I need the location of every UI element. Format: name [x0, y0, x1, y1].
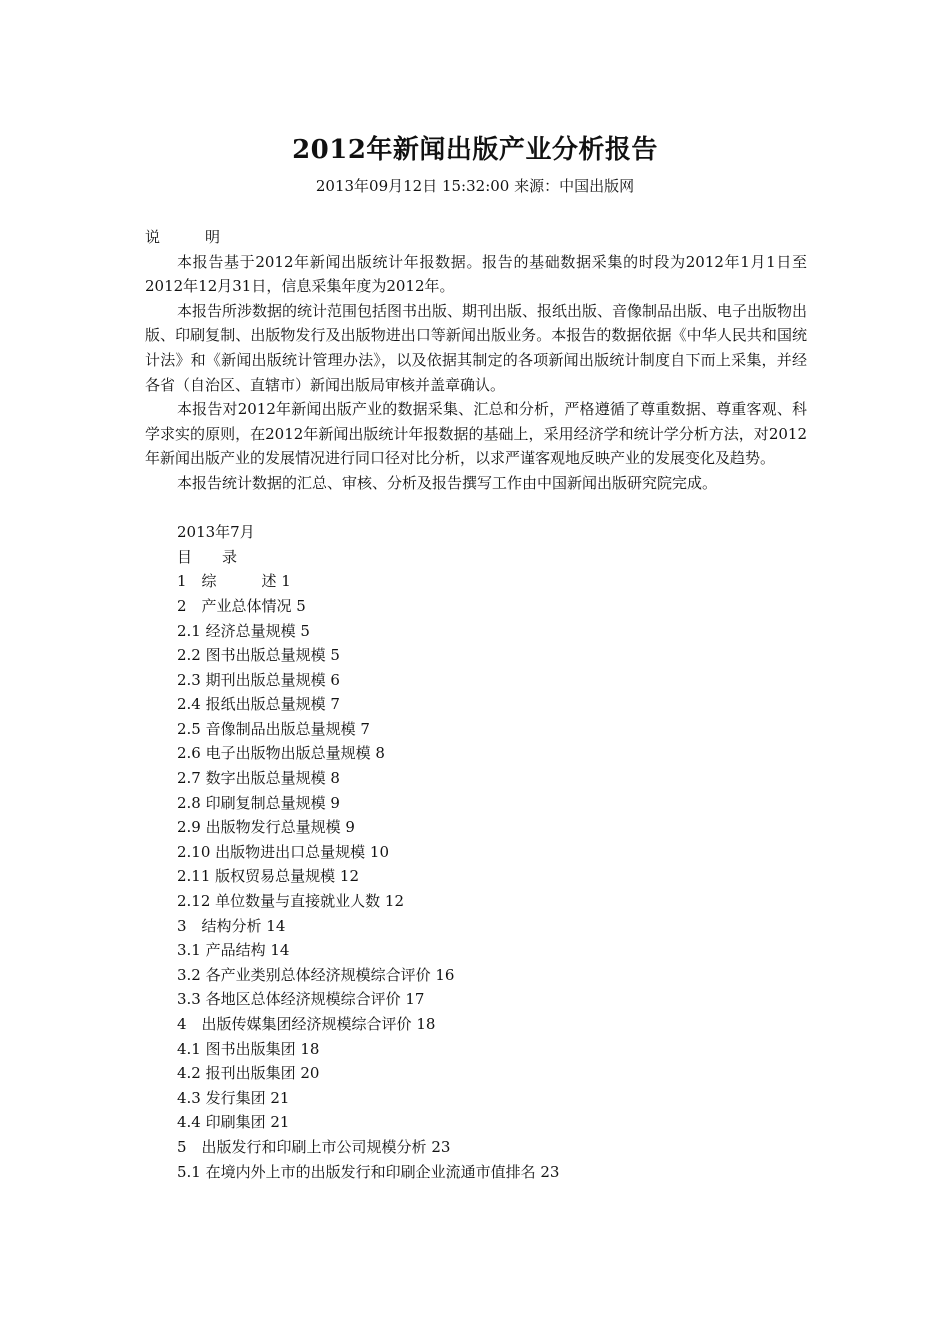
paragraph: 本报告对2012年新闻出版产业的数据采集、汇总和分析，严格遵循了尊重数据、尊重客观、科学求实的原则，在2012年新闻出版统计年报数据的基础上，采用经济学和统计学分析方法，对2012年新闻出版产业的发展情况进行同口径对比分析，以求严谨客观地反映产业的发展变化及趋势。 [145, 400, 807, 468]
toc-item: 2.11 版权贸易总量规模 12 [177, 867, 360, 886]
toc-item: 4.4 印刷集团 21 [177, 1113, 290, 1132]
toc-item: 2.6 电子出版物出版总量规模 8 [177, 744, 385, 763]
publish-meta: 2013年09月12日 15:32:00 来源：中国出版网 [315, 177, 635, 195]
document-title: 2012年新闻出版产业分析报告 [292, 135, 658, 165]
toc-item: 2.9 出版物发行总量规模 9 [177, 818, 355, 837]
toc-item: 2.1 经济总量规模 5 [177, 621, 310, 640]
spacer [145, 496, 807, 521]
paragraph: 本报告所涉数据的统计范围包括图书出版、期刊出版、报纸出版、音像制品出版、电子出版物出版、印刷复制、出版物发行及出版物进出口等新闻出版业务。本报告的数据依据《中华人民共和国统计法》和《新闻出版统计管理办法》，以及依据其制定的各项新闻出版统计制度自下而上采集，并经各省（自治区、直辖市）新闻出版局审核并盖章确认。 [145, 301, 808, 394]
toc-item: 5 出版发行和印刷上市公司规模分析 23 [177, 1137, 451, 1156]
paragraph: 本报告基于2012年新闻出版统计年报数据。报告的基础数据采集的时段为2012年1月1日至2012年12月31日，信息采集年度为2012年。 [145, 252, 807, 296]
toc-item: 2 产业总体情况 5 [177, 596, 306, 615]
toc-item: 3.3 各地区总体经济规模综合评价 17 [177, 990, 425, 1009]
table-of-contents [145, 569, 807, 1184]
toc-item: 4 出版传媒集团经济规模综合评价 18 [177, 1015, 436, 1033]
toc-item: 2.8 印刷复制总量规模 9 [177, 793, 340, 812]
toc-item: 3.1 产品结构 14 [177, 941, 290, 960]
toc-item: 4.3 发行集团 21 [177, 1088, 290, 1107]
toc-heading: 目 录 [177, 547, 238, 566]
toc-item: 2.4 报纸出版总量规模 7 [177, 695, 340, 714]
toc-item: 2.2 图书出版总量规模 5 [177, 646, 340, 665]
document-body [145, 225, 807, 1184]
toc-item: 2.3 期刊出版总量规模 6 [177, 670, 340, 689]
toc-item: 2.5 音像制品出版总量规模 7 [177, 719, 370, 738]
toc-item: 5.1 在境内外上市的出版发行和印刷企业流通市值排名 23 [177, 1162, 560, 1181]
toc-item: 3.2 各产业类别总体经济规模综合评价 16 [177, 965, 455, 984]
note-heading: 说 明 [145, 228, 221, 246]
toc-item: 4.2 报刊出版集团 20 [177, 1064, 320, 1083]
report-date: 2013年7月 [177, 523, 255, 542]
toc-item: 4.1 图书出版集团 18 [177, 1039, 320, 1058]
toc-item: 1 综 述 1 [177, 572, 291, 591]
toc-item: 3 结构分析 14 [177, 916, 286, 935]
toc-item: 2.12 单位数量与直接就业人数 12 [177, 892, 405, 911]
toc-item: 2.7 数字出版总量规模 8 [177, 769, 340, 788]
toc-item: 2.10 出版物进出口总量规模 10 [177, 842, 390, 861]
paragraph: 本报告统计数据的汇总、审核、分析及报告撰写工作由中国新闻出版研究院完成。 [177, 473, 718, 492]
